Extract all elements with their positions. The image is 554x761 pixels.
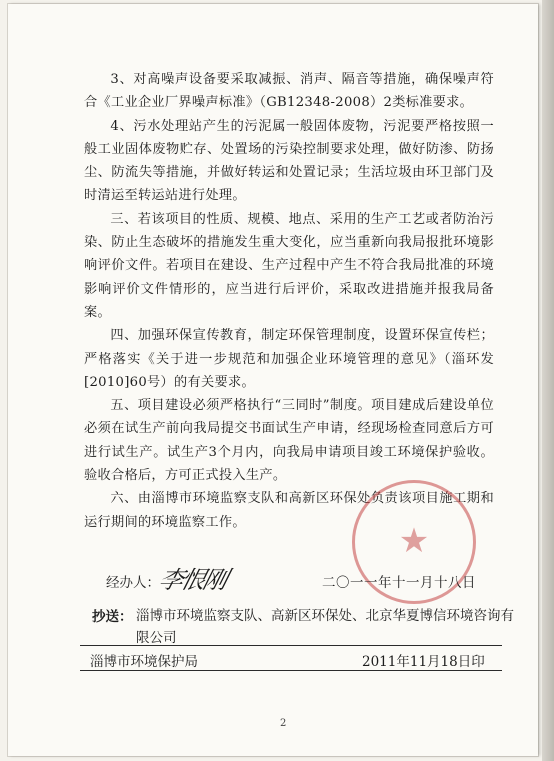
paragraph-major-changes: 三、若该项目的性质、规模、地点、采用的生产工艺或者防治污染、防止生态破坏的措施发生重大变化，应当重新向我局报批环境影响评价文件。若项目在建设、生产过程中产生不符合我局批准的环境影响评价文件情形的，应当进行后评价，采取改进措施并报我局备案。	[84, 211, 494, 320]
paragraph-sludge: 4、污水处理站产生的污泥属一般固体废物，污泥要严格按照一般工业固体废物贮存、处置场的污染控制要求处理，做好防渗、防扬尘、防流失等措施，并做好转运和处置记录；生活垃圾由环卫部门及时清运至转运站进行处理。	[84, 118, 494, 204]
seal-star-icon: ★	[398, 521, 430, 561]
footer-print-date: 2011年11月18日印	[362, 654, 485, 670]
footer-bottom-rule	[80, 670, 502, 671]
footer-top-rule	[80, 645, 502, 646]
page-edge-shadow	[542, 0, 554, 761]
paragraph-noise: 3、对高噪声设备要采取减振、消声、隔音等措施，确保噪声符合《工业企业厂界噪声标准》（GB12348-2008）2类标准要求。	[84, 72, 494, 111]
handler-signature: 李恨刚	[155, 566, 229, 594]
paragraph-three-simultaneous: 五、项目建设必须严格执行“三同时”制度。项目建成后建设单位必须在试生产前向我局提交书面试生产申请，经现场检查同意后方可进行试生产。试生产3个月内，向我局申请项目竣工环境保护验收。验收合格后，方可正式投入生产。	[84, 398, 494, 484]
handler-label: 经办人：	[106, 575, 160, 591]
page-number: 2	[280, 718, 287, 729]
cc-recipients: 淄博市环境监察支队、高新区环保处、北京华夏博信环境咨询有限公司	[136, 608, 514, 646]
paragraph-publicity: 四、加强环保宣传教育，制定环保管理制度，设置环保宣传栏；严格落实《关于进一步规范和加强企业环境管理的意见》（淄环发[2010]60号）的有关要求。	[84, 328, 494, 390]
document-body	[84, 68, 494, 534]
footer-issuer: 淄博市环境保护局	[90, 654, 198, 670]
cc-label: 抄送：	[92, 609, 133, 625]
paragraph-supervision: 六、由淄博市环境监察支队和高新区环保处负责该项目施工期和运行期间的环境监察工作。	[84, 491, 494, 530]
issue-date: 二〇一一年十一月十八日	[322, 575, 476, 591]
